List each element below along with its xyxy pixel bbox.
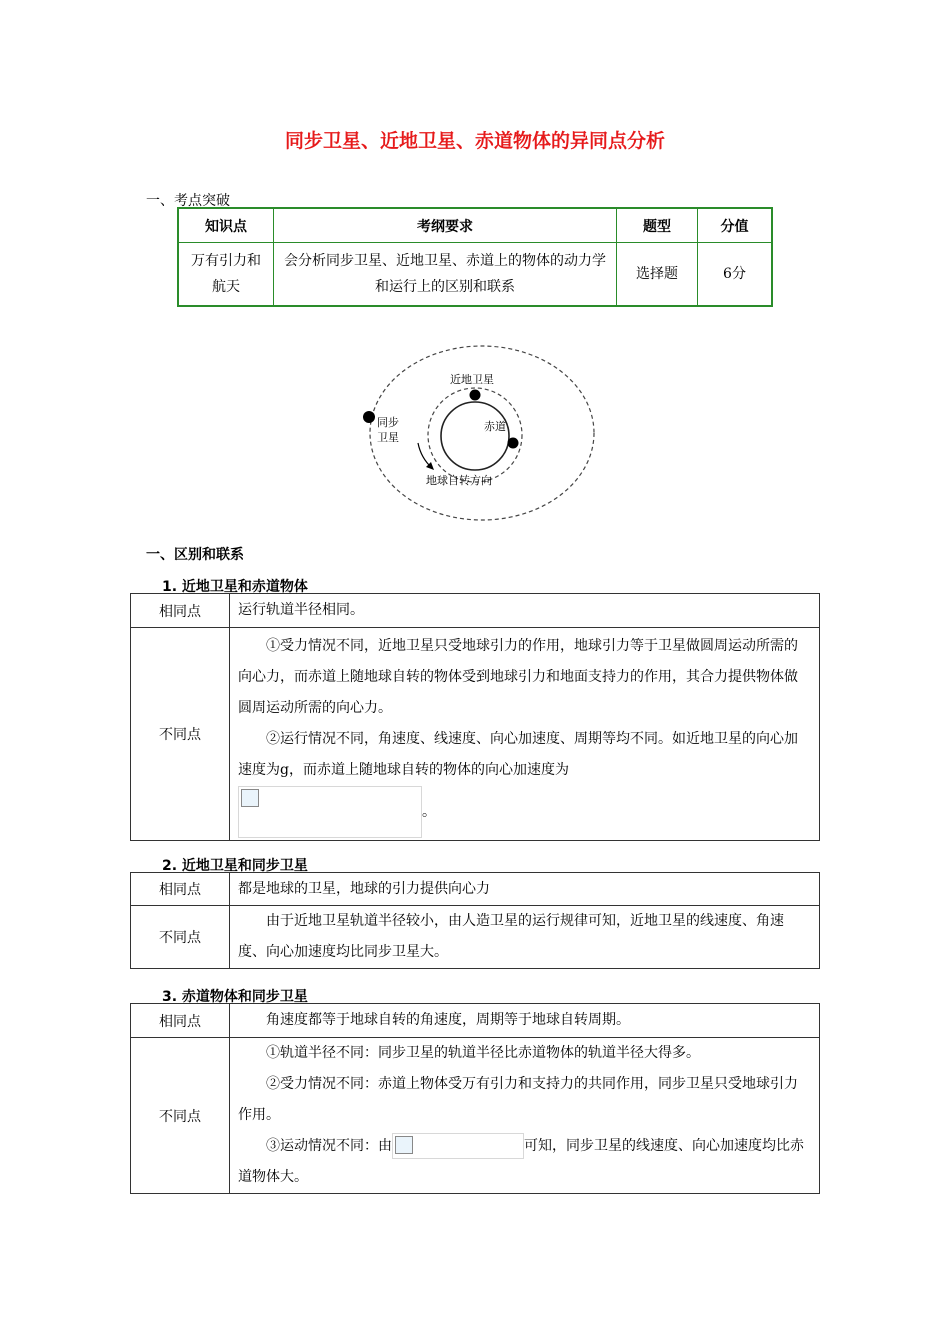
page-title: 同步卫星、近地卫星、赤道物体的异同点分析 [284, 130, 665, 152]
part1-same-label: 相同点 [131, 594, 230, 628]
part3-same-text: 角速度都等于地球自转的角速度，周期等于地球自转周期。 [230, 1004, 820, 1038]
part2-table [130, 872, 820, 969]
part3-diff-label: 不同点 [131, 1038, 230, 1194]
label-sync-line2: 卫星 [377, 431, 399, 444]
part3-table [130, 1003, 820, 1194]
part1-p2-end: 。 [422, 804, 436, 820]
section-diff-heading: 一、区别和联系 [146, 547, 244, 563]
part1-table [130, 593, 820, 841]
formula-image-placeholder [238, 786, 422, 838]
cell-knowledge: 万有引力和航天 [178, 243, 274, 307]
part1-same-text: 运行轨道半径相同。 [230, 594, 820, 628]
part3-diff-p1: ①轨道半径不同：同步卫星的轨道半径比赤道物体的轨道半径大得多。 [266, 1045, 700, 1061]
part2-diff-cell [230, 906, 820, 969]
part1-diff-label: 不同点 [131, 628, 230, 841]
part1-heading: 1. 近地卫星和赤道物体 [162, 579, 308, 595]
part2-same-text: 都是地球的卫星，地球的引力提供向心力 [230, 873, 820, 906]
kaodian-table [177, 207, 773, 307]
orbit-diagram [360, 340, 600, 530]
part3-heading: 3. 赤道物体和同步卫星 [162, 989, 308, 1005]
header-question-type: 题型 [617, 208, 698, 243]
part3-diff-cell [230, 1038, 820, 1194]
formula-image-placeholder-2 [392, 1133, 524, 1159]
label-sync-line1: 同步 [377, 416, 399, 429]
part3-p3-end: 可知，同步卫星的线速度、向心加速度均比赤道物体大。 [238, 1138, 804, 1185]
part2-heading: 2. 近地卫星和同步卫星 [162, 858, 308, 874]
part2-same-label: 相同点 [131, 873, 230, 906]
part3-diff-p2: ②受力情况不同：赤道上物体受万有引力和支持力的共同作用，同步卫星只受地球引力作用。 [238, 1076, 798, 1123]
sync-satellite-dot [363, 411, 375, 423]
part2-diff-label: 不同点 [131, 906, 230, 969]
cell-score: 6分 [698, 243, 773, 307]
part1-diff-p2: ②运行情况不同，角速度、线速度、向心加速度、周期等均不同。如近地卫星的向心加速度为g，而赤道上随地球自转的物体的向心加速度为 [238, 731, 798, 778]
header-requirement: 考纲要求 [274, 208, 617, 243]
part3-diff-p3 [238, 1131, 811, 1193]
near-satellite-dot [470, 390, 481, 401]
part1-diff-cell [230, 628, 820, 841]
broken-image-icon-2 [395, 1136, 413, 1154]
equator-object-dot [508, 438, 519, 449]
section-kaodian-heading: 一、考点突破 [146, 193, 230, 209]
header-knowledge: 知识点 [178, 208, 274, 243]
label-rotation: 地球自转方向 [426, 474, 492, 487]
header-score: 分值 [698, 208, 773, 243]
cell-requirement: 会分析同步卫星、近地卫星、赤道上的物体的动力学和运行上的区别和联系 [274, 243, 617, 307]
cell-question-type: 选择题 [617, 243, 698, 307]
label-near-satellite: 近地卫星 [450, 373, 494, 386]
part3-p3-start: ③运动情况不同：由 [266, 1138, 392, 1154]
part2-diff-p1: 由于近地卫星轨道半径较小，由人造卫星的运行规律可知，近地卫星的线速度、角速度、向心加速度均比同步卫星大。 [238, 913, 784, 960]
label-equator: 赤道 [484, 420, 506, 433]
part1-diff-p1: ①受力情况不同，近地卫星只受地球引力的作用，地球引力等于卫星做圆周运动所需的向心力，而赤道上随地球自转的物体受到地球引力和地面支持力的作用，其合力提供物体做圆周运动所需的向心力。 [238, 638, 798, 716]
part3-same-label: 相同点 [131, 1004, 230, 1038]
broken-image-icon [241, 789, 259, 807]
earth [441, 402, 509, 470]
